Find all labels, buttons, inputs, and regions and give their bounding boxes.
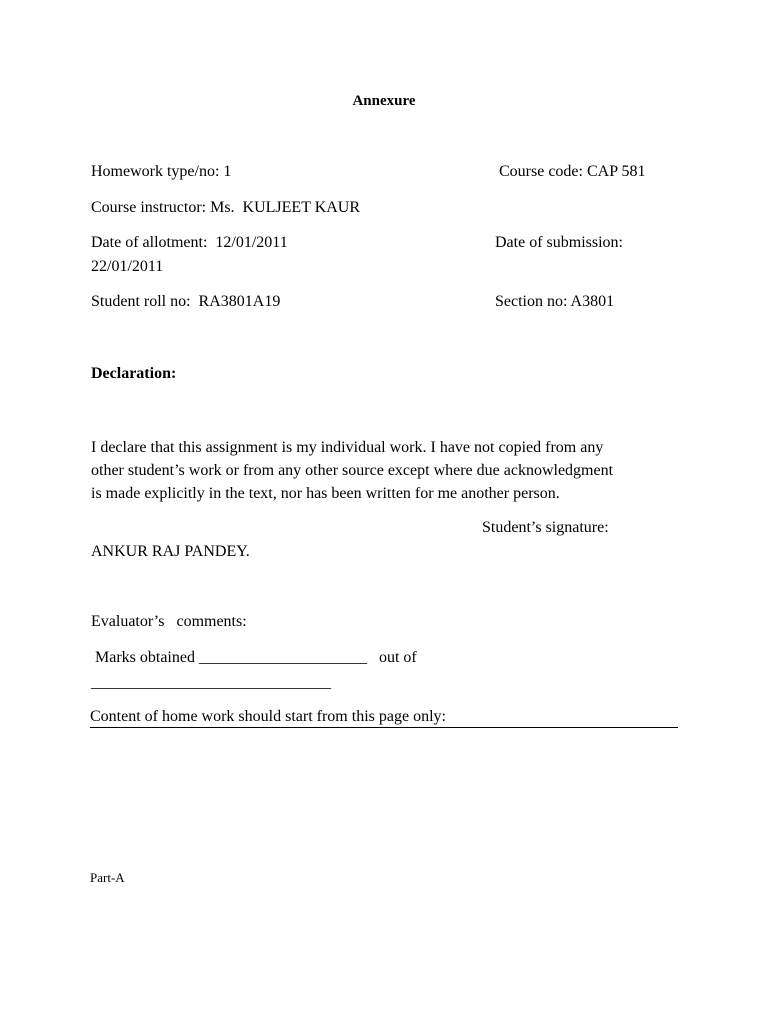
- declaration-line: other student’s work or from any other source except where due acknowledgment: [91, 462, 614, 479]
- student-roll-no: Student roll no: RA3801A19: [91, 293, 281, 310]
- content-start-line: Content of home work should start from this page only:: [90, 707, 678, 728]
- marks-obtained: Marks obtained _____________________ out of: [91, 649, 417, 666]
- declaration-line: I declare that this assignment is my individual work. I have not copied from any: [91, 439, 604, 456]
- signature-label: Student’s signature:: [482, 519, 609, 536]
- course-instructor: Course instructor: Ms. KULJEET KAUR: [91, 199, 361, 216]
- section-no: Section no: A3801: [495, 293, 615, 310]
- part-label: Part-A: [90, 870, 125, 885]
- marks-line: ______________________________: [91, 674, 331, 691]
- course-code: Course code: CAP 581: [499, 163, 646, 180]
- homework-type: Homework type/no: 1: [91, 163, 232, 180]
- declaration-heading: Declaration:: [91, 365, 177, 382]
- evaluator-comments: Evaluator’s comments:: [91, 613, 247, 630]
- date-of-submission-label: Date of submission:: [495, 234, 623, 251]
- declaration-paragraph: [91, 436, 681, 505]
- declaration-line: is made explicitly in the text, nor has been written for me another person.: [91, 485, 560, 502]
- date-of-allotment: Date of allotment: 12/01/2011: [91, 234, 288, 251]
- student-name: ANKUR RAJ PANDEY.: [91, 543, 250, 560]
- date-of-submission-value: 22/01/2011: [91, 258, 164, 275]
- document-title: Annexure: [352, 93, 416, 109]
